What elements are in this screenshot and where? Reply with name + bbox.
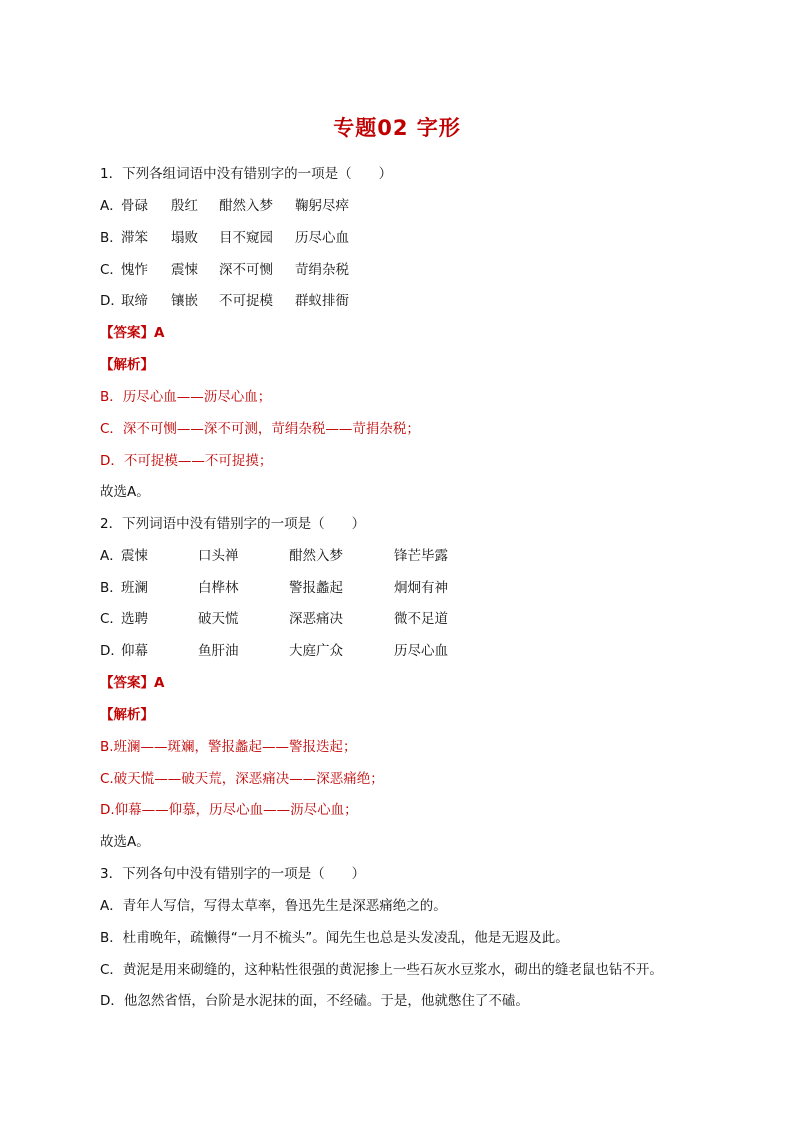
- option-cell: 滞笨: [121, 230, 148, 246]
- option-label: B．: [100, 230, 123, 246]
- question-1-explanation-d: D．不可捉模——不可捉摸；: [100, 453, 273, 469]
- question-1-answer: 【答案】A: [100, 325, 165, 341]
- option-label: D．: [100, 293, 124, 309]
- page-title: 专题02 字形: [333, 116, 461, 140]
- option-cell: 目不窥园: [219, 230, 273, 246]
- option-cell: 仰幕: [121, 643, 148, 659]
- option-cell: 口头禅: [198, 548, 239, 564]
- option-cell: 历尽心血: [394, 643, 448, 659]
- option-cell: 班澜: [121, 580, 148, 596]
- option-cell: 炯炯有神: [394, 580, 448, 596]
- option-cell: 大庭广众: [289, 643, 343, 659]
- question-1-analysis-label: 【解析】: [100, 357, 154, 373]
- option-cell: 酣然入梦: [289, 548, 343, 564]
- option-cell: 镶嵌: [171, 293, 198, 309]
- option-cell: 鞠躬尽瘁: [295, 198, 349, 214]
- option-cell: 深恶痛决: [289, 611, 343, 627]
- question-2-stem: 2．下列词语中没有错别字的一项是（ ）: [100, 516, 366, 532]
- option-cell: 塌败: [171, 230, 198, 246]
- question-3-option-d: D．他忽然省悟，台阶是水泥抹的面，不经磕。于是，他就憋住了不磕。: [100, 993, 529, 1009]
- question-3-option-c: C．黄泥是用来砌缝的，这种粘性很强的黄泥掺上一些石灰水豆浆水，砌出的缝老鼠也钻不开。: [100, 962, 663, 978]
- option-label: D．: [100, 643, 124, 659]
- option-cell: 苛绢杂税: [295, 262, 349, 278]
- question-3-option-a: A．青年人写信，写得太草率，鲁迅先生是深恶痛绝之的。: [100, 898, 447, 914]
- option-cell: 愧怍: [121, 262, 148, 278]
- option-cell: 微不足道: [394, 611, 448, 627]
- option-label: A．: [100, 198, 123, 214]
- option-cell: 取缔: [121, 293, 148, 309]
- question-2-answer: 【答案】A: [100, 675, 165, 691]
- option-label: C．: [100, 611, 123, 627]
- option-label: C．: [100, 262, 123, 278]
- option-cell: 破天慌: [198, 611, 239, 627]
- question-3-option-b: B．杜甫晚年，疏懒得“一月不梳头”。闻先生也总是头发凌乱，他是无遐及此。: [100, 930, 569, 946]
- option-cell: 锋芒毕露: [394, 548, 448, 564]
- question-3-stem: 3．下列各句中没有错别字的一项是（ ）: [100, 866, 366, 882]
- question-2-explanation-d: D.仰幕——仰慕，历尽心血——沥尽心血；: [100, 802, 358, 818]
- question-2-analysis-label: 【解析】: [100, 707, 154, 723]
- question-1-stem: 1．下列各组词语中没有错别字的一项是（ ）: [100, 166, 393, 182]
- question-2-conclusion: 故选A。: [100, 834, 150, 850]
- option-cell: 历尽心血: [295, 230, 349, 246]
- option-cell: 鱼肝油: [198, 643, 239, 659]
- option-cell: 震悚: [121, 548, 148, 564]
- option-cell: 群蚁排衙: [295, 293, 349, 309]
- question-1-explanation-b: B．历尽心血——沥尽心血；: [100, 389, 272, 405]
- option-cell: 深不可恻: [219, 262, 273, 278]
- option-cell: 警报蠡起: [289, 580, 343, 596]
- question-2-explanation-c: C.破天慌——破天荒，深恶痛决——深恶痛绝；: [100, 771, 384, 787]
- option-cell: 不可捉模: [219, 293, 273, 309]
- question-1-conclusion: 故选A。: [100, 484, 150, 500]
- option-cell: 白桦林: [198, 580, 239, 596]
- question-1-explanation-c: C．深不可恻——深不可测，苛绢杂税——苛捐杂税；: [100, 421, 420, 437]
- question-2-explanation-b: B.班澜——斑斓，警报蠡起——警报迭起；: [100, 739, 357, 755]
- option-cell: 选聘: [121, 611, 148, 627]
- option-cell: 骨碌: [121, 198, 148, 214]
- option-cell: 殷红: [171, 198, 198, 214]
- option-label: B．: [100, 580, 123, 596]
- option-cell: 震悚: [171, 262, 198, 278]
- option-label: A．: [100, 548, 123, 564]
- option-cell: 酣然入梦: [219, 198, 273, 214]
